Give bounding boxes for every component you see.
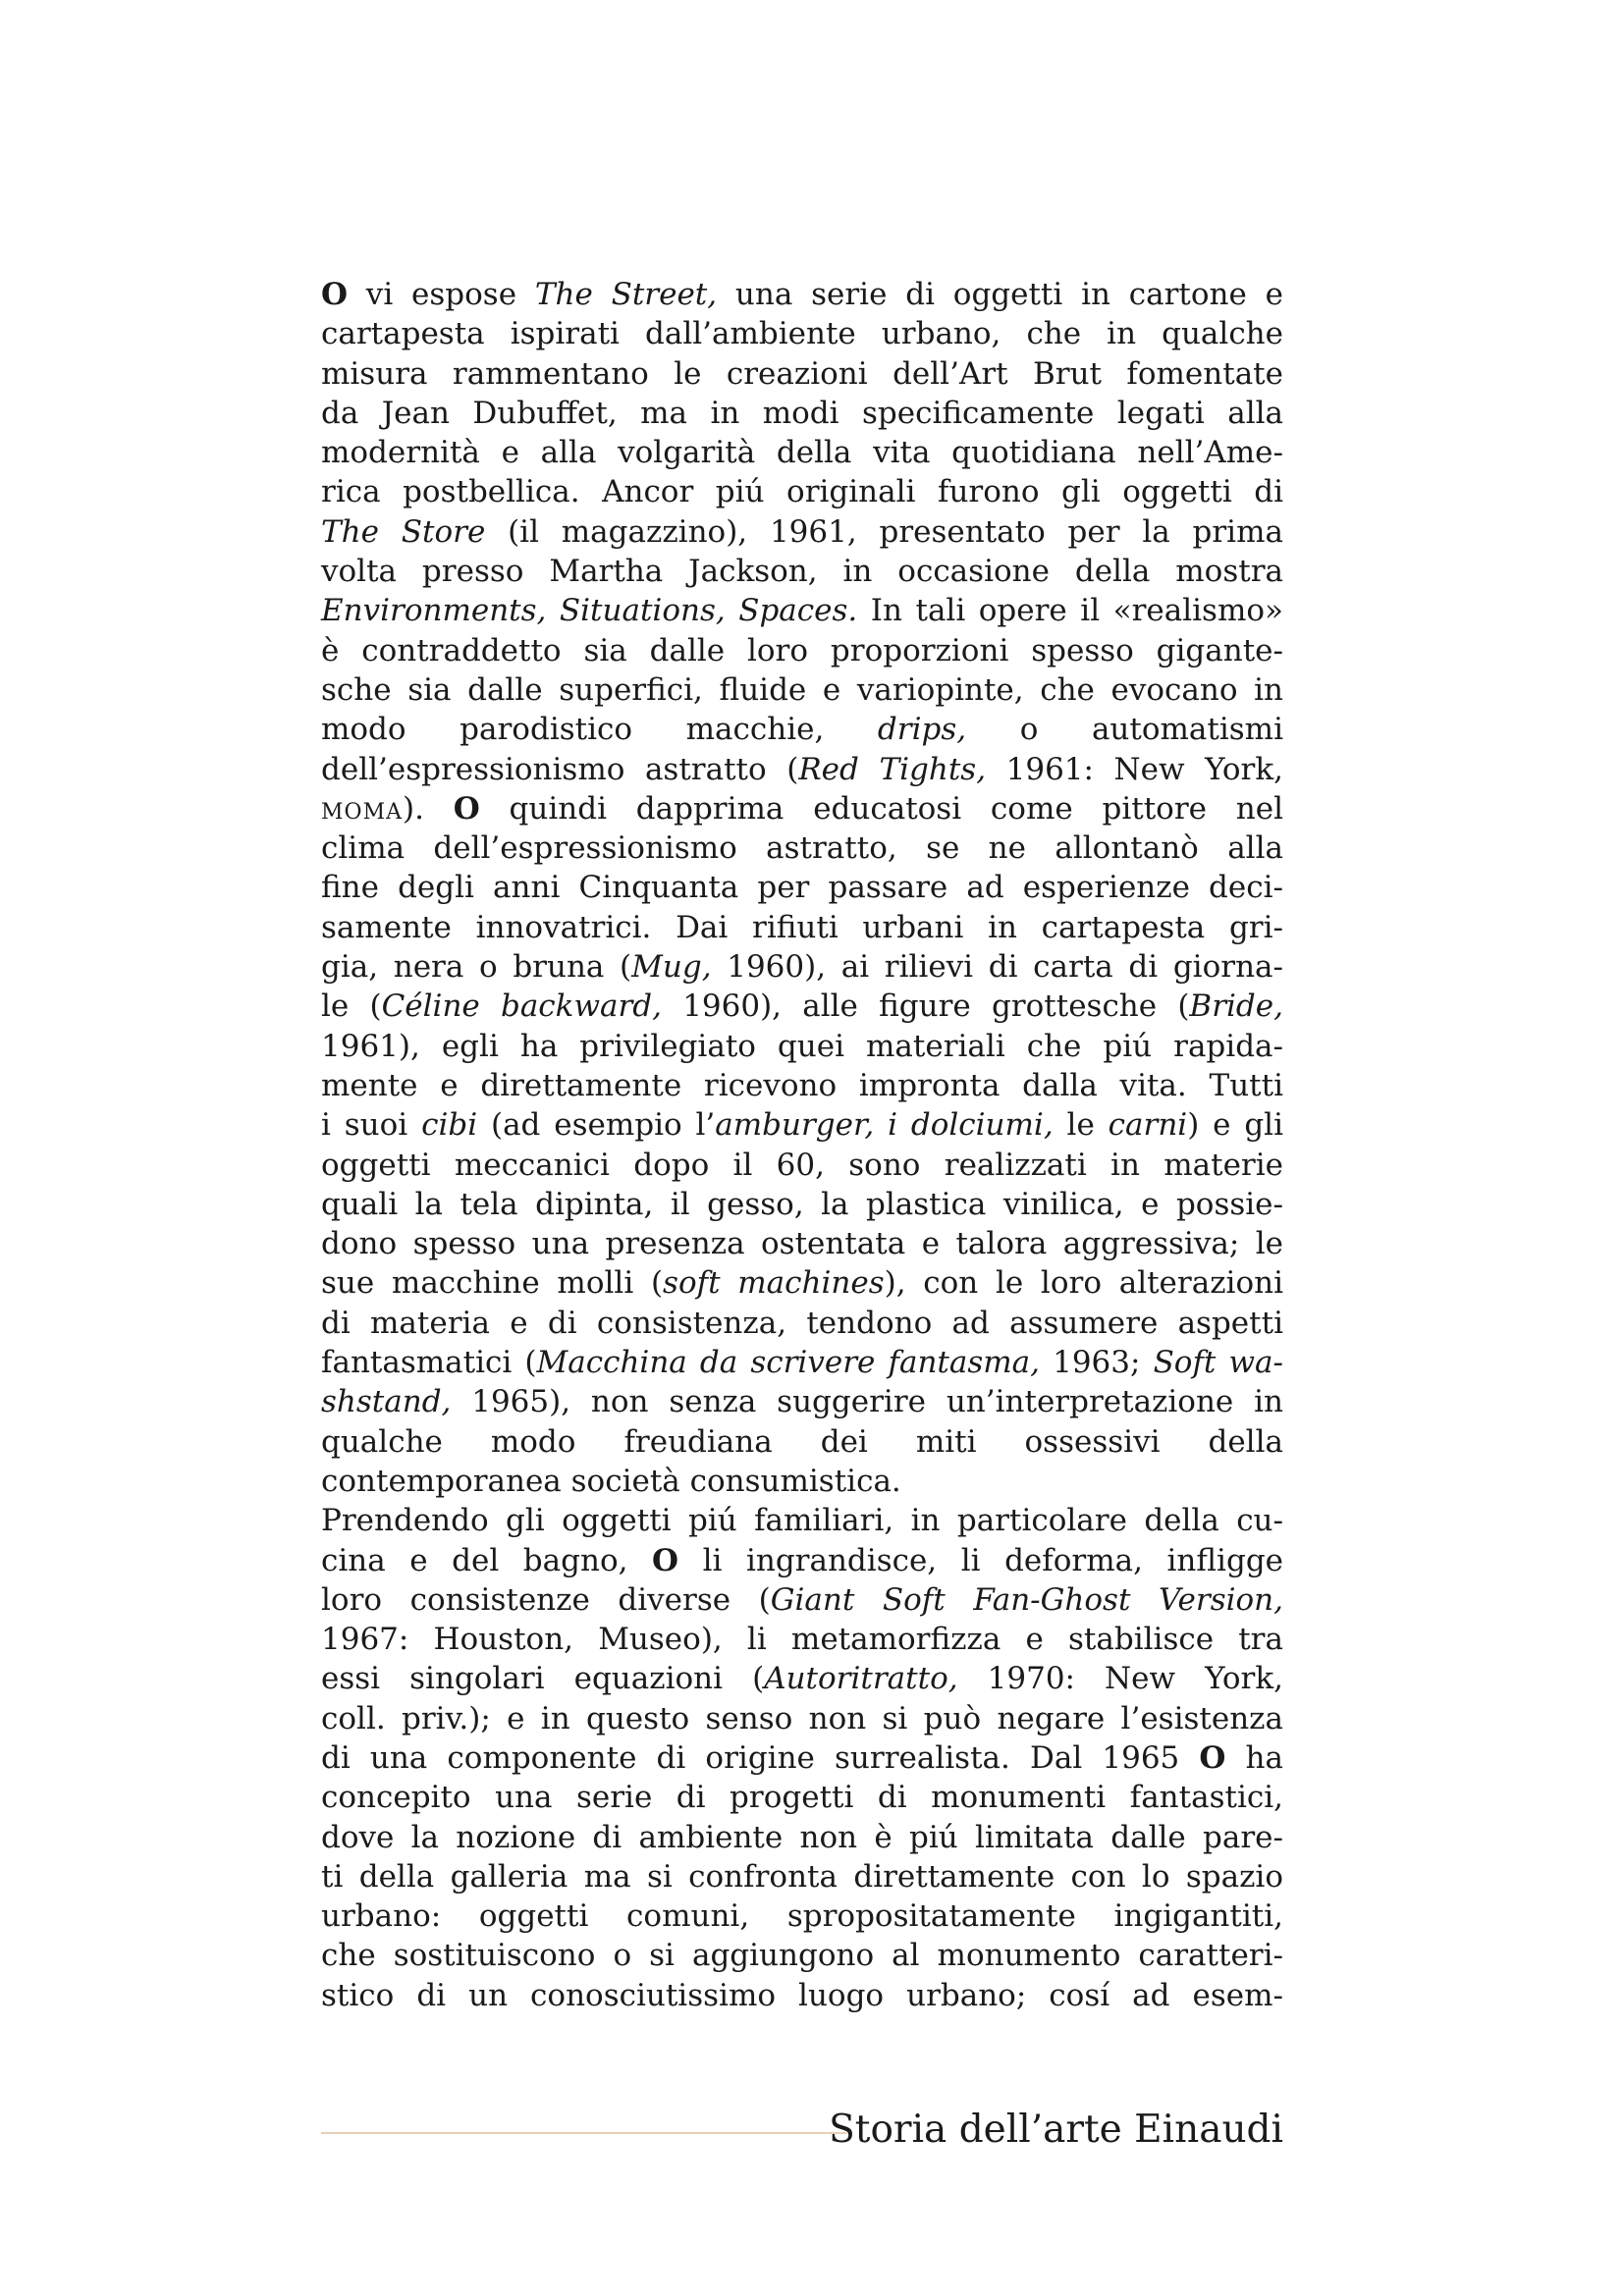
text-run: samente innovatrici. Dai rifiuti urbani in cartapesta gri-	[321, 909, 1283, 945]
text-line	[321, 750, 1283, 789]
text-run: cartapesta ispirati dall’ambiente urbano, che in qualche	[321, 316, 1283, 352]
text-line	[321, 987, 1283, 1026]
text-line	[321, 354, 1283, 394]
text-run: dove la nozione di ambiente non è piú limitata dalle pare-	[321, 1819, 1283, 1855]
text-run: 1961: New York,	[986, 751, 1283, 787]
text-run: 1961), egli ha privilegiato quei materiali che piú rapida-	[321, 1028, 1283, 1064]
text-line	[321, 1580, 1283, 1620]
text-run: qualche modo freudiana dei miti ossessivi della	[321, 1423, 1283, 1460]
text-line	[321, 512, 1283, 552]
text-run: o automatismi	[966, 712, 1283, 748]
italic-title: shstand,	[321, 1384, 452, 1420]
text-run: vi espose	[348, 277, 535, 312]
text-run: 1967: Houston, Museo), li metamorfizza e stabilisce tra	[321, 1622, 1283, 1658]
text-line	[321, 710, 1283, 749]
text-line	[321, 1818, 1283, 1857]
text-line	[321, 1343, 1283, 1382]
text-run: essi singolari equazioni (	[321, 1661, 765, 1697]
text-line	[321, 1699, 1283, 1738]
italic-title: The Store	[321, 513, 486, 550]
text-run: modernità e alla volgarità della vita quotidiana nell’Ame-	[321, 435, 1283, 471]
text-line	[321, 670, 1283, 710]
italic-title: Mug,	[631, 949, 712, 986]
footer-rule	[321, 2132, 846, 2134]
text-line	[321, 1185, 1283, 1224]
text-run: 1965), non senza suggerire un’interpretazione in	[451, 1384, 1283, 1420]
text-run: le (	[321, 988, 382, 1025]
text-line	[321, 472, 1283, 511]
text-run: misura rammentano le creazioni dell’Art Brut fomentate	[321, 355, 1283, 392]
italic-title: The Street,	[534, 277, 718, 312]
text-run: (il magazzino), 1961, presentato per la prima	[485, 513, 1283, 550]
text-line	[321, 1304, 1283, 1343]
text-run: ) e gli	[1187, 1107, 1284, 1144]
text-run: modo parodistico macchie,	[321, 712, 878, 748]
artist-initial: O	[1199, 1739, 1226, 1776]
text-line	[321, 1224, 1283, 1263]
text-run: dono spesso una presenza ostentata e talora aggressiva; le	[321, 1226, 1283, 1262]
text-run: di materia e di consistenza, tendono ad assumere aspetti	[321, 1305, 1283, 1341]
text-line	[321, 1501, 1283, 1540]
text-run: Prendendo gli oggetti piú familiari, in particolare della cu-	[321, 1503, 1283, 1539]
text-line	[321, 1738, 1283, 1778]
text-run: loro consistenze diverse (	[321, 1581, 771, 1618]
italic-title: soft machines	[663, 1265, 885, 1302]
text-run: è contraddetto sia dalle loro proporzioni spesso gigante-	[321, 632, 1283, 668]
italic-title: Environments, Situations, Spaces.	[321, 593, 858, 629]
artist-initial: O	[321, 277, 349, 312]
text-line	[321, 1936, 1283, 1975]
text-run: ).	[402, 790, 454, 827]
text-line	[321, 1976, 1283, 2015]
text-line	[321, 591, 1283, 630]
text-run: dell’espressionismo astratto (	[321, 751, 799, 787]
text-line	[321, 1857, 1283, 1896]
text-run: ha	[1225, 1739, 1283, 1776]
text-line	[321, 1066, 1283, 1105]
italic-title: Giant Soft Fan-Ghost Version,	[770, 1581, 1283, 1618]
text-line	[321, 1896, 1283, 1936]
italic-title: Soft wa-	[1153, 1345, 1283, 1381]
text-line	[321, 789, 1283, 828]
text-line	[321, 314, 1283, 353]
text-run: urbano: oggetti comuni, spropositatamente ingigantiti,	[321, 1898, 1283, 1935]
text-line	[321, 275, 1283, 314]
italic-title: amburger, i dolciumi,	[715, 1107, 1054, 1144]
text-run: 1963;	[1039, 1345, 1154, 1381]
text-run: clima dell’espressionismo astratto, se ne allontanò alla	[321, 830, 1283, 867]
text-run: oggetti meccanici dopo il 60, sono realizzati in materie	[321, 1147, 1283, 1183]
text-line	[321, 1422, 1283, 1462]
text-line	[321, 1659, 1283, 1698]
text-run: ti della galleria ma si confronta direttamente con lo spazio	[321, 1858, 1283, 1895]
italic-title: carni	[1108, 1107, 1188, 1144]
text-run: le	[1053, 1107, 1109, 1144]
text-line	[321, 433, 1283, 472]
text-run: 1960), alle figure grottesche (	[661, 988, 1190, 1025]
italic-title: drips,	[877, 712, 967, 748]
text-line	[321, 394, 1283, 433]
text-line	[321, 1027, 1283, 1066]
text-run: (ad esempio l’	[477, 1107, 716, 1144]
text-line	[321, 1620, 1283, 1659]
text-run: li ingrandisce, li deforma, infligge	[678, 1542, 1284, 1578]
footer-title: Storia dell’arte Einaudi	[829, 2108, 1283, 2152]
text-run: stico di un conosciutissimo luogo urbano; cosí ad esem-	[321, 1977, 1283, 2013]
italic-title: Autoritratto,	[764, 1661, 958, 1697]
text-line	[321, 1778, 1283, 1817]
text-run: 1960), ai rilievi di carta di giorna-	[711, 949, 1283, 986]
text-run: ), con le loro alterazioni	[884, 1265, 1283, 1302]
italic-title: cibi	[421, 1107, 478, 1144]
text-line	[321, 552, 1283, 591]
text-line	[321, 1263, 1283, 1303]
text-line	[321, 828, 1283, 868]
text-line	[321, 1541, 1283, 1580]
text-run: sche sia dalle superfici, fluide e variopinte, che evocano in	[321, 671, 1283, 708]
text-line	[321, 947, 1283, 987]
text-run: che sostituiscono o si aggiungono al monumento caratteri-	[321, 1938, 1283, 1974]
artist-initial: O	[453, 790, 480, 827]
artist-initial: O	[652, 1542, 679, 1578]
text-run: In tali opere il «realismo»	[857, 593, 1283, 629]
text-line	[321, 1105, 1283, 1145]
text-line	[321, 1382, 1283, 1421]
text-run: fantasmatici (	[321, 1345, 537, 1381]
text-run: concepito una serie di progetti di monumenti fantastici,	[321, 1780, 1283, 1816]
italic-title: Macchina da scrivere fantasma,	[536, 1345, 1040, 1381]
text-run: una serie di oggetti in cartone e	[717, 277, 1283, 312]
text-line	[321, 908, 1283, 947]
text-line	[321, 1462, 1283, 1501]
body-text	[321, 275, 1283, 2015]
text-run: da Jean Dubuffet, ma in modi specificamente legati alla	[321, 395, 1283, 431]
italic-title: Céline backward,	[381, 988, 662, 1025]
small-caps-text: moma	[321, 790, 403, 827]
text-run: quali la tela dipinta, il gesso, la plastica vinilica, e possie-	[321, 1186, 1283, 1222]
text-run: di una componente di origine surrealista. Dal 1965	[321, 1739, 1200, 1776]
text-run: rica postbellica. Ancor piú originali furono gli oggetti di	[321, 474, 1283, 510]
text-run: mente e direttamente ricevono impronta dalla vita. Tutti	[321, 1067, 1283, 1103]
text-run: gia, nera o bruna (	[321, 949, 632, 986]
text-line	[321, 868, 1283, 907]
text-run: sue macchine molli (	[321, 1265, 664, 1302]
text-run: i suoi	[321, 1107, 422, 1144]
italic-title: Red Tights,	[798, 751, 987, 787]
text-line	[321, 1146, 1283, 1185]
text-run: coll. priv.); e in questo senso non si può negare l’esistenza	[321, 1700, 1283, 1736]
text-run: quindi dapprima educatosi come pittore nel	[479, 790, 1283, 827]
text-run: volta presso Martha Jackson, in occasione della mostra	[321, 554, 1283, 590]
text-run: contemporanea società consumistica.	[321, 1463, 901, 1499]
text-line	[321, 631, 1283, 670]
text-run: fine degli anni Cinquanta per passare ad esperienze deci-	[321, 870, 1283, 906]
text-run: 1970: New York,	[957, 1661, 1284, 1697]
text-run: cina e del bagno,	[321, 1542, 653, 1578]
italic-title: Bride,	[1189, 988, 1283, 1025]
page-footer	[321, 2101, 1283, 2160]
